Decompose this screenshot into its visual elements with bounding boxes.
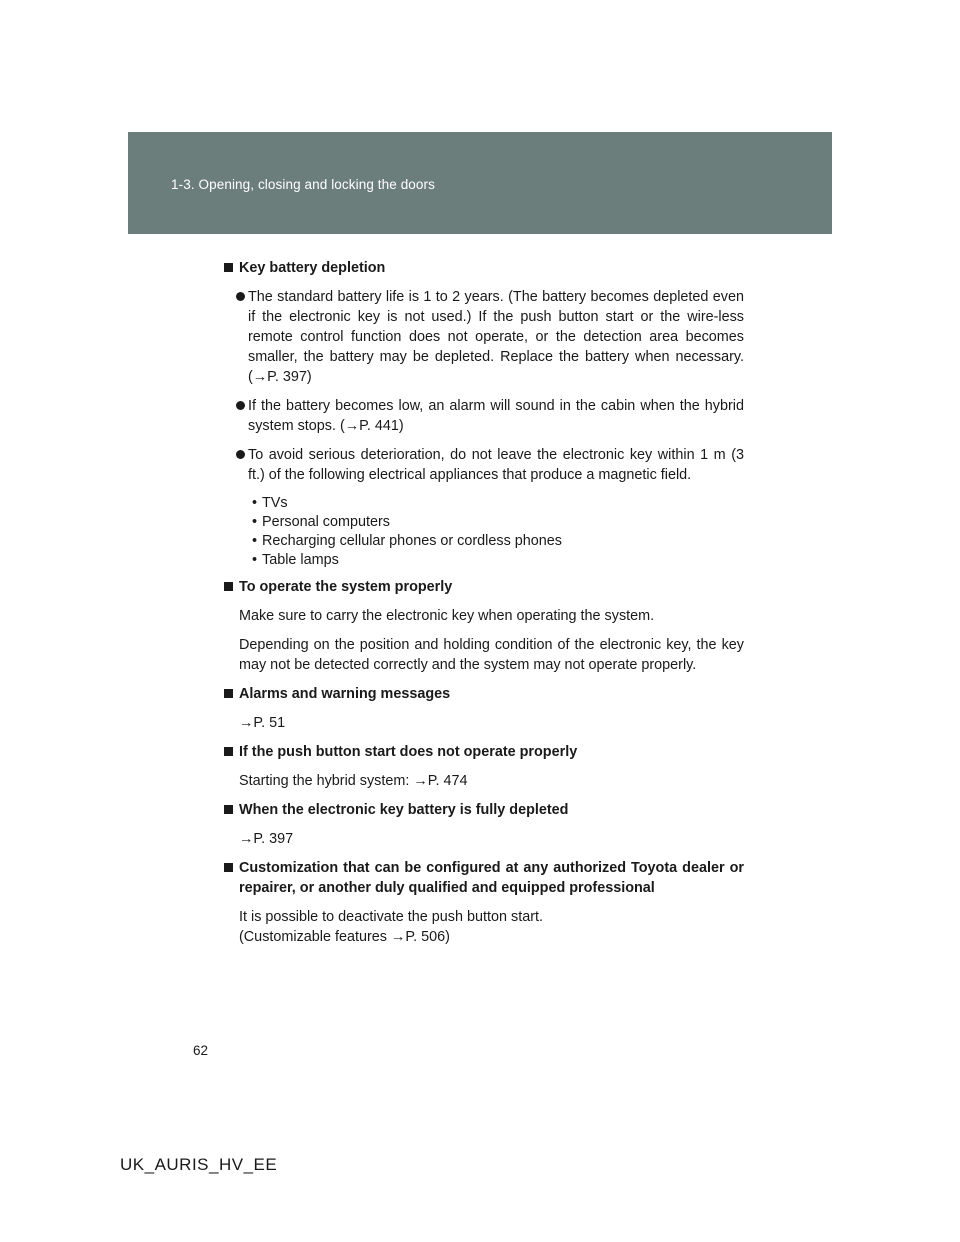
page-reference: →P. 51 <box>239 715 286 731</box>
document-code: UK_AURIS_HV_EE <box>120 1155 278 1174</box>
page-reference: →P. 397 <box>239 831 294 847</box>
square-bullet-icon <box>224 805 233 814</box>
list-item: • Table lamps <box>252 552 339 568</box>
section-heading: Customization that can be configured at any authorized Toyota dealer or repairer, or another duly qualified and equipped professional <box>222 858 744 898</box>
section-title: 1-3. Opening, closing and locking the doors <box>171 177 435 192</box>
list-item: The standard battery life is 1 to 2 years. (The battery becomes depleted even if the electronic key is not used.) If the push button start or the wire-less remote control function does not operate, or the detection area becomes smaller, the battery may be depleted. Replace the battery when necessary. (→P. 397) <box>222 287 744 387</box>
section-alarms <box>222 684 744 733</box>
appliance-list <box>222 494 744 570</box>
section-heading: Alarms and warning messages <box>222 684 744 704</box>
list-item: If the battery becomes low, an alarm will sound in the cabin when the hybrid system stops. (→P. 441) <box>222 396 744 436</box>
circle-bullet-icon <box>236 292 245 301</box>
section-customization <box>222 858 744 947</box>
body-text: It is possible to deactivate the push button start. <box>239 909 543 925</box>
small-bullet-icon: • <box>252 495 258 511</box>
square-bullet-icon <box>224 263 233 272</box>
page-reference: Starting the hybrid system: →P. 474 <box>239 773 468 789</box>
circle-bullet-icon <box>236 450 245 459</box>
body-text: Make sure to carry the electronic key when operating the system. <box>239 608 655 624</box>
small-bullet-icon: • <box>252 514 258 530</box>
section-heading: To operate the system properly <box>222 577 744 597</box>
small-bullet-icon: • <box>252 533 258 549</box>
list-item: • TVs <box>252 495 288 511</box>
square-bullet-icon <box>224 689 233 698</box>
section-heading: When the electronic key battery is fully depleted <box>222 800 744 820</box>
section-key-battery-depletion <box>222 258 744 570</box>
list-item: To avoid serious deterioration, do not leave the electronic key within 1 m (3 ft.) of the following electrical appliances that produce a magnetic field. <box>222 445 744 485</box>
circle-bullet-icon <box>236 401 245 410</box>
square-bullet-icon <box>224 747 233 756</box>
section-heading: Key battery depletion <box>222 258 744 278</box>
section-push-button-start <box>222 742 744 791</box>
section-heading: If the push button start does not operate properly <box>222 742 744 762</box>
page-reference: (Customizable features →P. 506) <box>239 929 450 945</box>
square-bullet-icon <box>224 582 233 591</box>
list-item: • Personal computers <box>252 514 390 530</box>
section-operate-properly <box>222 577 744 675</box>
page-number: 62 <box>193 1043 209 1058</box>
square-bullet-icon <box>224 863 233 872</box>
section-key-battery-fully-depleted <box>222 800 744 849</box>
body-text: Depending on the position and holding condition of the electronic key, the key may not be detected correctly and the system may not operate properly. <box>239 637 744 673</box>
page-content <box>222 258 744 956</box>
list-item: • Recharging cellular phones or cordless phones <box>252 533 562 549</box>
small-bullet-icon: • <box>252 552 258 568</box>
